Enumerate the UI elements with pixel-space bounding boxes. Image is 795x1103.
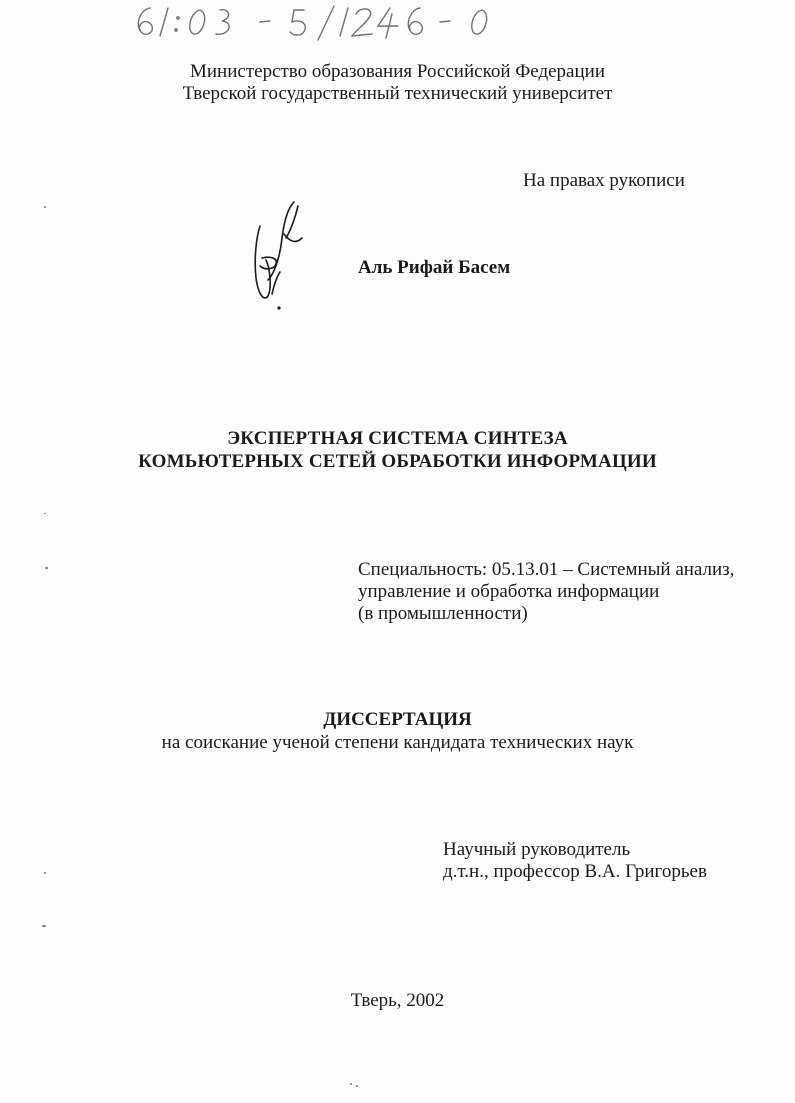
specialty-line-3: (в промышленности) (358, 603, 528, 624)
scan-speck (42, 925, 46, 927)
supervisor-role: Научный руководитель (443, 839, 631, 860)
place-year: Тверь, 2002 (350, 990, 445, 1011)
ministry-line: Министерство образования Российской Федерации (190, 61, 605, 82)
scan-speck (44, 513, 46, 514)
university-line: Тверской государственный технический университет (182, 83, 613, 104)
scan-speck (356, 1085, 358, 1087)
specialty-line-2: управление и обработка информации (358, 581, 660, 602)
author-name: Аль Рифай Басем (358, 257, 511, 278)
scan-speck (45, 567, 48, 569)
dissertation-heading: ДИССЕРТАЦИЯ (323, 709, 472, 730)
scan-speck (44, 206, 46, 208)
rights-note: На правах рукописи (523, 170, 685, 191)
supervisor-name: д.т.н., профессор В.А. Григорьев (443, 861, 707, 882)
scan-speck (44, 872, 46, 874)
specialty-line-1: Специальность: 05.13.01 – Системный анализ, (358, 559, 735, 580)
title-line-2: КОМЬЮТЕРНЫХ СЕТЕЙ ОБРАБОТКИ ИНФОРМАЦИИ (138, 451, 657, 472)
title-line-1: ЭКСПЕРТНАЯ СИСТЕМА СИНТЕЗА (227, 428, 568, 449)
author-signature (246, 198, 316, 314)
archive-mark (120, 0, 520, 42)
scan-speck (350, 1083, 352, 1085)
dissertation-subtitle: на соискание ученой степени кандидата технических наук (161, 732, 634, 753)
